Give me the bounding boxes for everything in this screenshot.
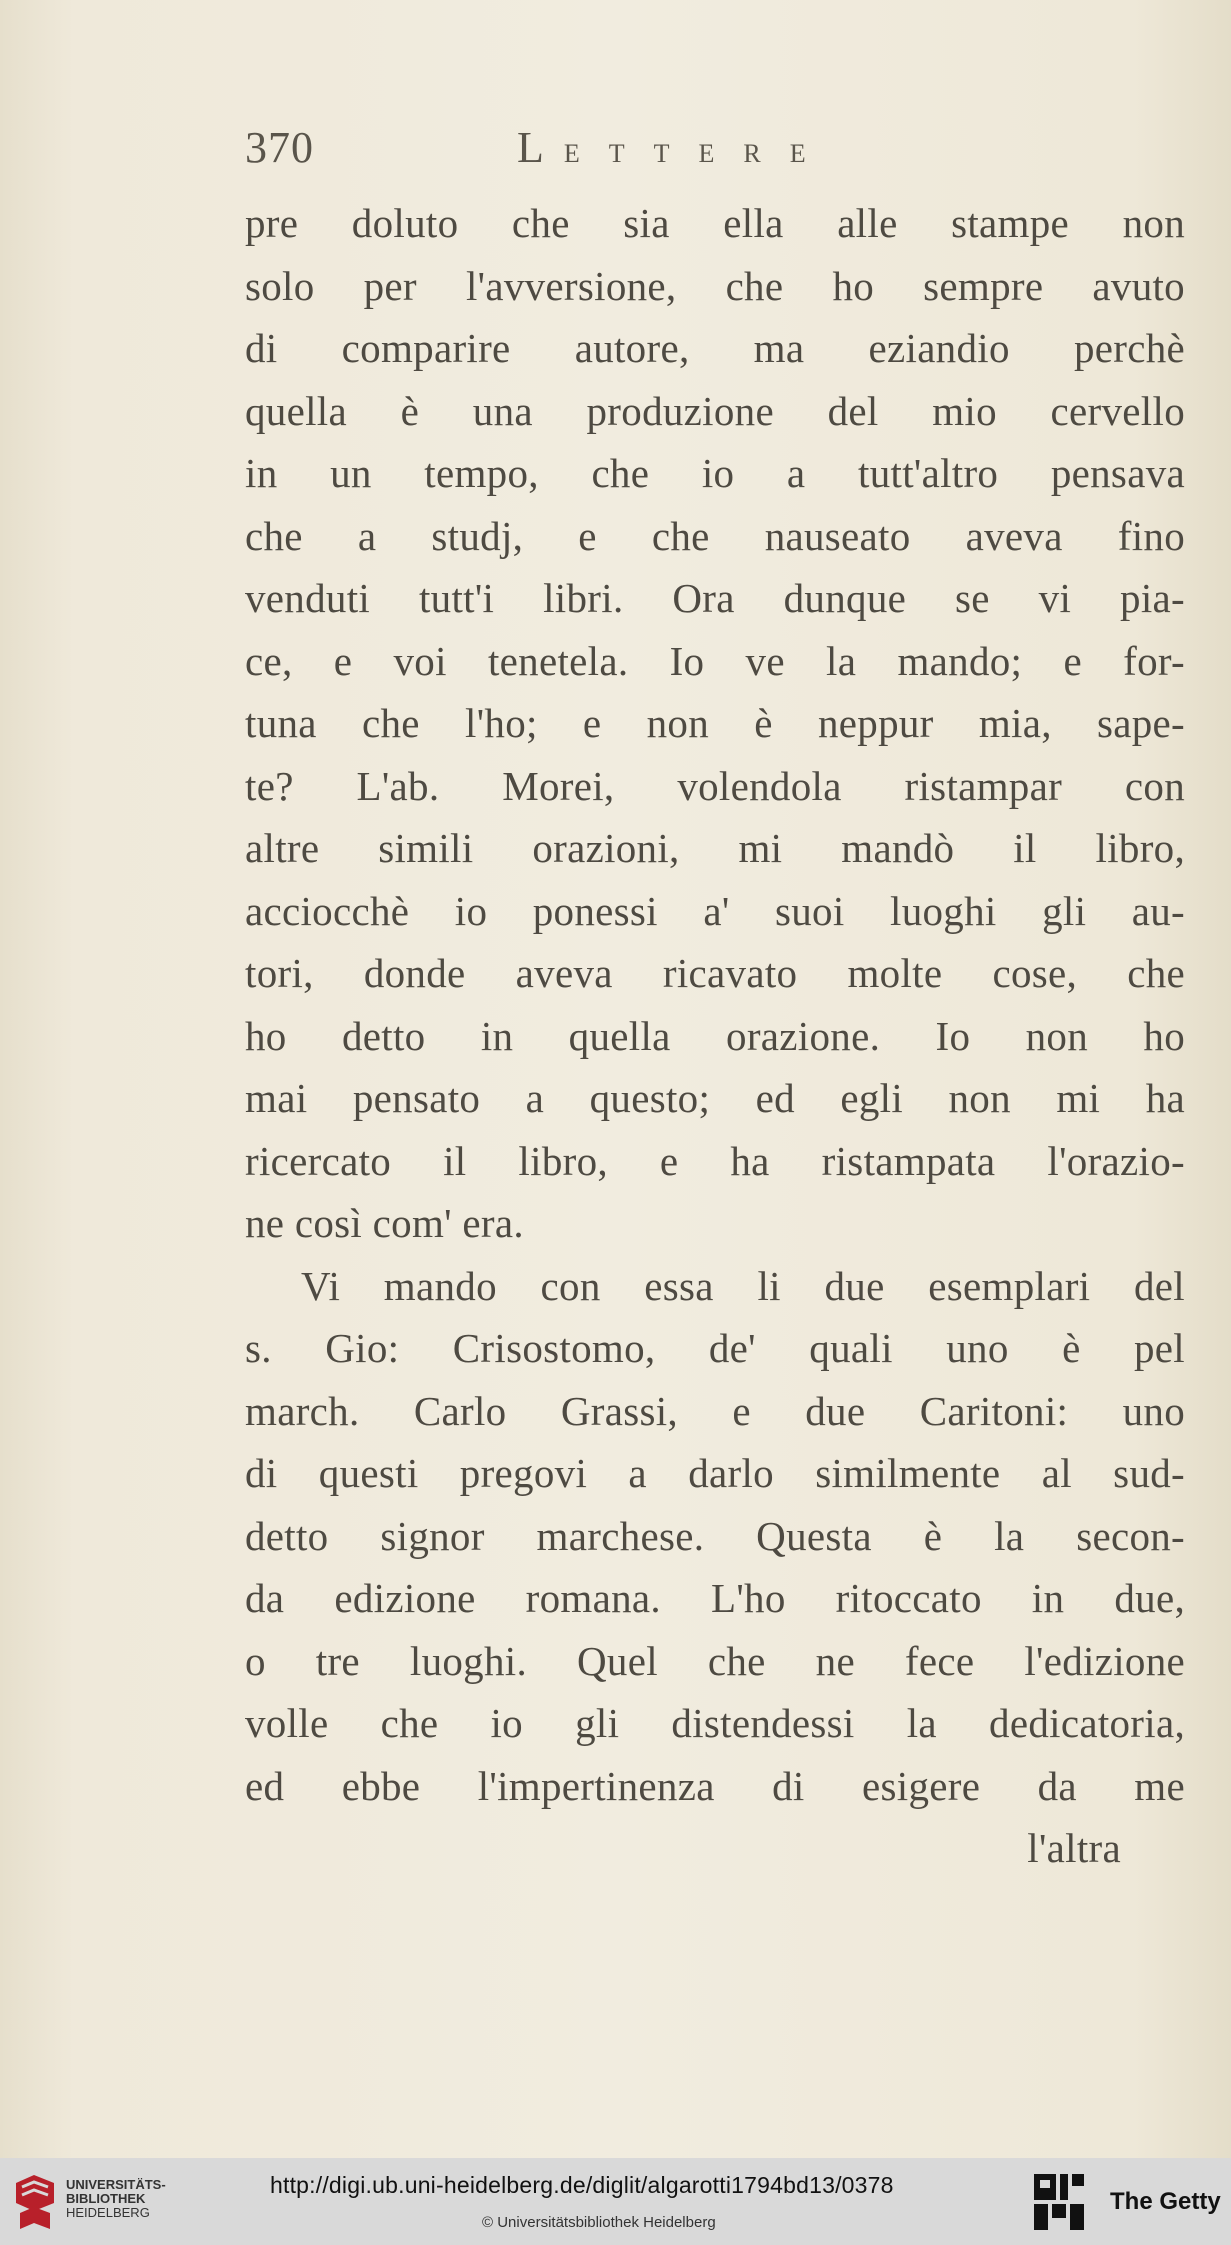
text-line: pre doluto che sia ella alle stampe non xyxy=(245,200,1185,246)
text-line: altre simili orazioni, mi mandò il libro, xyxy=(245,825,1185,871)
copyright-notice: © Universitätsbibliothek Heidelberg xyxy=(482,2214,716,2231)
university-logo-icon xyxy=(12,2173,58,2231)
running-title-initial: L xyxy=(517,123,544,172)
text-line: ricercato il libro, e ha ristampata l'orazio- xyxy=(245,1137,1185,1184)
catchword: l'altra xyxy=(1027,1825,1121,1871)
letter-body xyxy=(245,192,1185,1880)
text-line: mai pensato a questo; ed egli non mi ha xyxy=(245,1075,1185,1121)
viewer-footer xyxy=(0,2158,1231,2245)
text-line: tuna che l'ho; e non è neppur mia, sape- xyxy=(245,700,1185,746)
text-line: acciocchè io ponessi a' suoi luoghi gli au- xyxy=(245,887,1185,934)
text-line: ed ebbe l'impertinenza di esigere da me xyxy=(245,1762,1185,1809)
text-line: te? L'ab. Morei, volendola ristampar con xyxy=(245,762,1185,809)
text-line: tori, donde aveva ricavato molte cose, che xyxy=(245,950,1185,996)
page-number: 370 xyxy=(245,123,314,172)
text-line: di comparire autore, ma eziandio perchè xyxy=(245,325,1185,371)
getty-logo-icon xyxy=(1032,2172,1086,2232)
text-line: ne così com' era. xyxy=(245,1200,524,1246)
running-title xyxy=(517,122,835,173)
text-line: volle che io gli distendessi la dedicatoria, xyxy=(245,1700,1185,1746)
text-line: da edizione romana. L'ho ritoccato in due, xyxy=(245,1575,1185,1621)
university-name: UNIVERSITÄTS- BIBLIOTHEK HEIDELBERG xyxy=(66,2177,166,2220)
text-line: s. Gio: Crisostomo, de' quali uno è pel xyxy=(245,1325,1185,1371)
text-line: ho detto in quella orazione. Io non ho xyxy=(245,1012,1185,1059)
text-line: venduti tutt'i libri. Ora dunque se vi pia- xyxy=(245,575,1185,621)
text-line: solo per l'avversione, che ho sempre avuto xyxy=(245,262,1185,309)
text-line: ce, e voi tenetela. Io ve la mando; e for- xyxy=(245,637,1185,684)
text-line: march. Carlo Grassi, e due Caritoni: uno xyxy=(245,1387,1185,1434)
text-line: Vi mando con essa li due esemplari del xyxy=(301,1262,1185,1309)
text-line: che a studj, e che nauseato aveva fino xyxy=(245,512,1185,559)
text-line: o tre luoghi. Quel che ne fece l'edizione xyxy=(245,1637,1185,1684)
text-line: di questi pregovi a darlo similmente al sud- xyxy=(245,1450,1185,1496)
text-line: detto signor marchese. Questa è la secon- xyxy=(245,1512,1185,1559)
running-title-rest: ETTERE xyxy=(563,139,835,168)
getty-name: The Getty xyxy=(1110,2188,1221,2215)
text-line: in un tempo, che io a tutt'altro pensava xyxy=(245,450,1185,496)
text-line: quella è una produzione del mio cervello xyxy=(245,387,1185,434)
page-header xyxy=(245,122,1195,182)
permalink-url[interactable]: http://digi.ub.uni-heidelberg.de/diglit/algarotti1794bd13/0378 xyxy=(270,2172,894,2198)
